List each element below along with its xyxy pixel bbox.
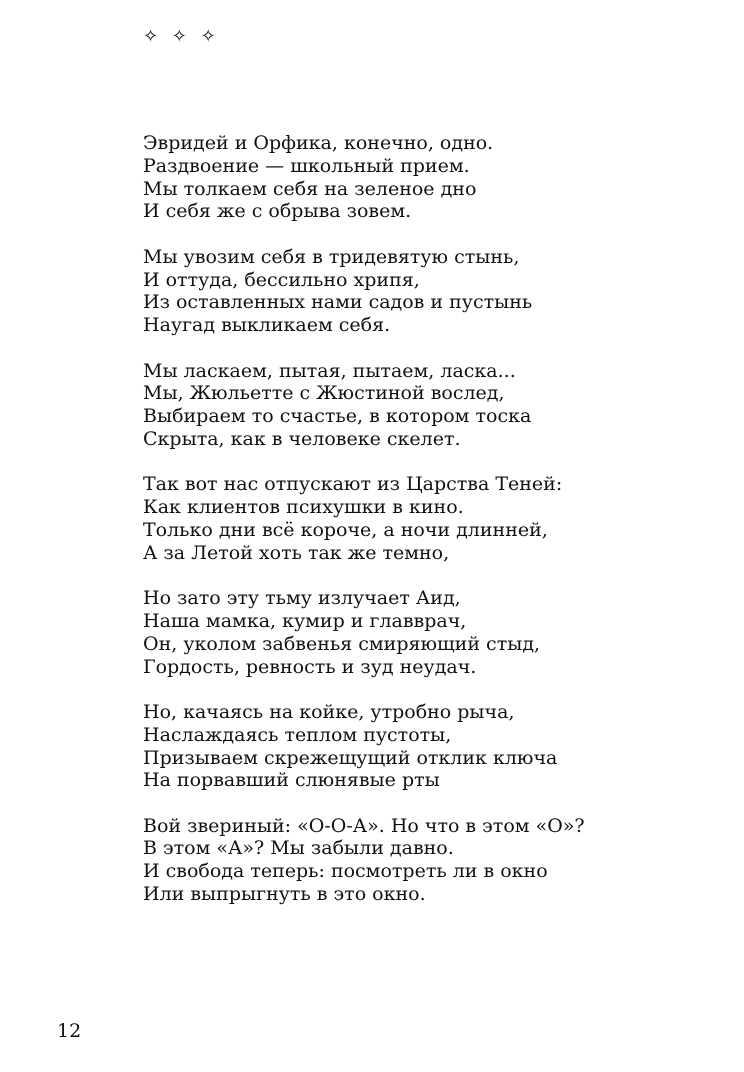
poem-line: Мы увозим себя в тридевятую стынь, bbox=[143, 245, 520, 268]
poem-line: Так вот нас отпускают из Царства Теней: bbox=[143, 473, 563, 496]
poem-line: Вой звериный: «О-О-А». Но что в этом «О»? bbox=[143, 814, 585, 837]
poem-line: Раздвоение — школьный прием. bbox=[143, 154, 470, 177]
poem-line: Выбираем то счастье, в котором тоска bbox=[143, 405, 532, 428]
poem-line: Как клиентов психушки в кино. bbox=[143, 496, 464, 519]
page-number: 12 bbox=[57, 1020, 82, 1042]
stanza bbox=[143, 473, 703, 564]
stanza bbox=[143, 246, 703, 337]
stanza bbox=[143, 132, 703, 223]
poem-line: На порвавший слюнявые рты bbox=[143, 769, 440, 792]
poem-line: Гордость, ревность и зуд неудач. bbox=[143, 655, 477, 678]
stanza bbox=[143, 587, 703, 678]
poem-line: Эвридей и Орфика, конечно, одно. bbox=[143, 132, 494, 154]
poem-line: Призываем скрежещущий отклик ключа bbox=[143, 746, 558, 769]
poem-line: В этом «А»? Мы забыли давно. bbox=[143, 837, 454, 860]
section-ornament: ✧ ✧ ✧ bbox=[143, 26, 220, 47]
poem-line: Он, уколом забвенья смиряющий стыд, bbox=[143, 632, 541, 655]
poem-line: Наугад выкликаем себя. bbox=[143, 314, 391, 337]
poem-line: Мы толкаем себя на зеленое дно bbox=[143, 177, 477, 200]
poem-line: А за Летой хоть так же темно, bbox=[143, 541, 450, 564]
poem-line: И свобода теперь: посмотреть ли в окно bbox=[143, 860, 548, 883]
stanza bbox=[143, 815, 703, 906]
poem-line: И себя же с обрыва зовем. bbox=[143, 200, 412, 223]
poem-line: Мы, Жюльетте с Жюстиной вослед, bbox=[143, 382, 505, 405]
poem-line: Или выпрыгнуть в это окно. bbox=[143, 883, 426, 906]
stanza bbox=[143, 360, 703, 451]
poem-line: Но зато эту тьму излучает Аид, bbox=[143, 587, 461, 610]
poem-line: Мы ласкаем, пытая, пытаем, ласка... bbox=[143, 359, 516, 382]
poem-line: И оттуда, бессильно хрипя, bbox=[143, 268, 420, 291]
poem-line: Но, качаясь на койке, утробно рыча, bbox=[143, 700, 515, 723]
poem bbox=[143, 132, 703, 928]
poem-line: Скрыта, как в человеке скелет. bbox=[143, 427, 461, 450]
poem-line: Только дни всё короче, а ночи длинней, bbox=[143, 518, 548, 541]
poem-line: Наша мамка, кумир и главврач, bbox=[143, 609, 467, 632]
poem-line: Наслаждаясь теплом пустоты, bbox=[143, 723, 452, 746]
poem-line: Из оставленных нами садов и пустынь bbox=[143, 291, 533, 314]
stanza bbox=[143, 701, 703, 792]
